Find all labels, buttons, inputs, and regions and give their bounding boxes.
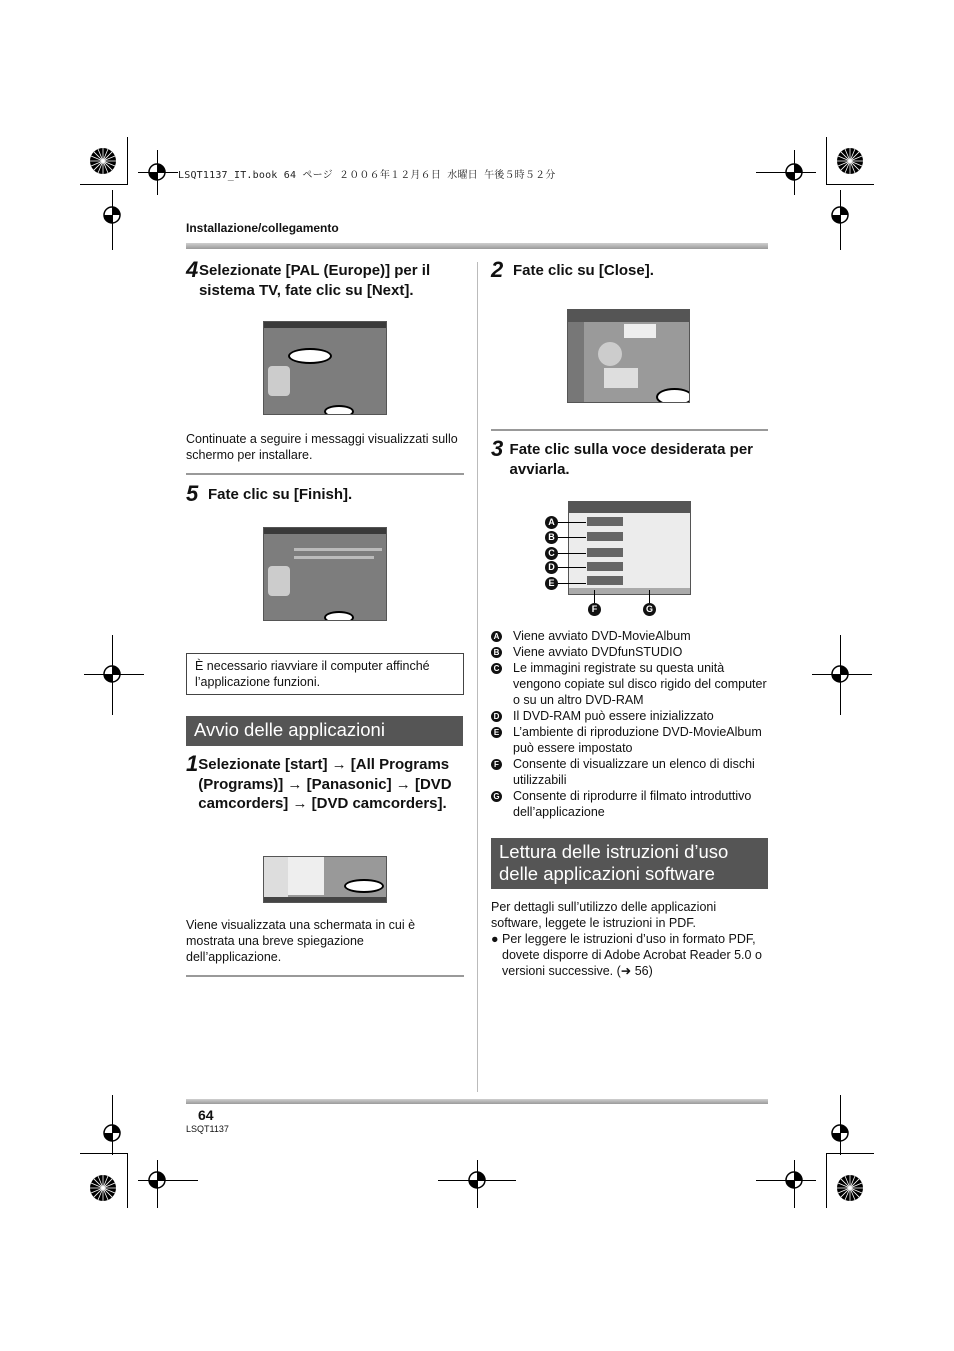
legend-item: A Viene avviato DVD-MovieAlbum bbox=[491, 628, 769, 644]
color-wheel-icon bbox=[89, 1174, 117, 1202]
callout-b: B bbox=[545, 531, 558, 544]
registration-mark-icon bbox=[828, 662, 852, 686]
section-heading-read-manuals: Lettura delle istruzioni d’uso delle applicazioni software bbox=[491, 838, 768, 889]
manuals-paragraph: Per dettagli sull’utilizzo delle applicazioni software, leggete le istruzioni in PDF. bbox=[491, 900, 717, 930]
screenshot-tv-system bbox=[263, 321, 387, 415]
step-2 bbox=[491, 259, 769, 281]
step-1-note: Viene visualizzata una schermata in cui è mostrata una breve spiegazione dell’applicazione. bbox=[186, 918, 416, 964]
section-label: Installazione/collegamento bbox=[186, 221, 339, 235]
registration-mark-icon bbox=[782, 1168, 806, 1192]
registration-mark-icon bbox=[100, 1121, 124, 1145]
step-text: Fate clic su [Finish]. bbox=[208, 486, 353, 503]
step-5 bbox=[186, 483, 464, 505]
step-4 bbox=[186, 259, 464, 300]
legend-item: G Consente di riprodurre il filmato introduttivo dell’applicazione bbox=[491, 788, 769, 820]
registration-mark-icon bbox=[828, 1121, 852, 1145]
callout-d: D bbox=[545, 561, 558, 574]
page-number: 64 bbox=[198, 1107, 214, 1123]
step-number: 1 bbox=[186, 751, 199, 776]
legend-item: C Le immagini registrate su questa unità vengono copiate sul disco rigido del computer o su un altro DVD-RAM bbox=[491, 660, 769, 708]
legend-item: D Il DVD-RAM può essere inizializzato bbox=[491, 708, 769, 724]
step-number: 3 bbox=[491, 436, 504, 461]
callout-e: E bbox=[545, 577, 558, 590]
registration-mark-icon bbox=[145, 1168, 169, 1192]
step-number: 5 bbox=[186, 481, 199, 506]
registration-mark-icon bbox=[465, 1168, 489, 1192]
color-wheel-icon bbox=[89, 147, 117, 175]
step-1 bbox=[186, 753, 464, 814]
header-rule bbox=[186, 243, 768, 249]
print-info: LSQT1137_IT.book 64 ページ ２００６年１２月６日 水曜日 午後５時５２分 bbox=[178, 170, 556, 181]
legend-item: F Consente di visualizzare un elenco di dischi utilizzabili bbox=[491, 756, 769, 788]
screenshot-start-menu bbox=[263, 856, 387, 903]
legend-item: E L’ambiente di riproduzione DVD-MovieAlbum può essere impostato bbox=[491, 724, 769, 756]
registration-mark-icon bbox=[100, 662, 124, 686]
step-text: Fate clic sulla voce desiderata per avviarla. bbox=[509, 441, 753, 478]
color-wheel-icon bbox=[836, 1174, 864, 1202]
section-heading-start-apps: Avvio delle applicazioni bbox=[186, 716, 463, 746]
callout-f: F bbox=[588, 603, 601, 616]
screenshot-welcome bbox=[567, 309, 690, 403]
step-4-note: Continuate a seguire i messaggi visualizzati sullo schermo per installare. bbox=[186, 432, 458, 462]
step-number: 2 bbox=[491, 257, 504, 282]
screenshot-launcher bbox=[568, 501, 691, 595]
callout-g: G bbox=[643, 603, 656, 616]
separator bbox=[186, 975, 464, 977]
separator bbox=[491, 429, 768, 431]
launcher-legend bbox=[491, 628, 769, 820]
registration-mark-icon bbox=[100, 203, 124, 227]
registration-mark-icon bbox=[828, 203, 852, 227]
separator bbox=[186, 473, 464, 475]
step-number: 4 bbox=[186, 257, 199, 282]
bullet-icon: ● bbox=[491, 932, 499, 946]
footer-rule bbox=[186, 1099, 768, 1104]
screenshot-finish bbox=[263, 527, 387, 621]
registration-mark-icon bbox=[782, 160, 806, 184]
column-divider bbox=[477, 262, 478, 1092]
step-3 bbox=[491, 438, 769, 479]
registration-mark-icon bbox=[145, 160, 169, 184]
document-code: LSQT1137 bbox=[186, 1124, 229, 1134]
callout-c: C bbox=[545, 547, 558, 560]
callout-a: A bbox=[545, 516, 558, 529]
restart-note: È necessario riavviare il computer affinché l’applicazione funzioni. bbox=[186, 653, 464, 695]
step-text: Fate clic su [Close]. bbox=[513, 262, 654, 279]
step-text: Selezionate [start] → [All Programs (Programs)] → [Panasonic] → [DVD camcorders] → [DVD camcorders]. bbox=[198, 756, 452, 812]
step-text: Selezionate [PAL (Europe)] per il sistema TV, fate clic su [Next]. bbox=[198, 262, 431, 299]
manuals-bullet: ● Per leggere le istruzioni d’uso in formato PDF, dovete disporre di Adobe Acrobat Reader 5.0 o versioni successive. (➜ 56) bbox=[491, 932, 762, 978]
legend-item: B Viene avviato DVDfunSTUDIO bbox=[491, 644, 769, 660]
color-wheel-icon bbox=[836, 147, 864, 175]
